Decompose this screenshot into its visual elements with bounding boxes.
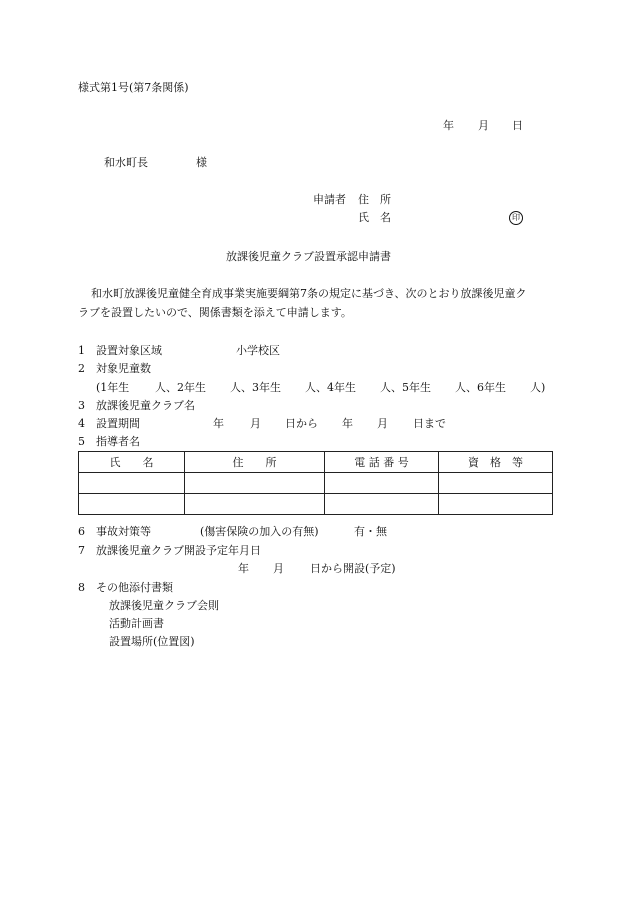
item-number: 8 <box>78 581 85 594</box>
body-line-2: ラブを設置したいので、関係書類を添えて申請します。 <box>78 306 352 319</box>
attachment-item: 放課後児童クラブ会則 <box>109 599 219 612</box>
date-month: 月 <box>478 119 489 132</box>
children-part: 人、5年生 <box>380 381 431 394</box>
item-label: 対象児童数 <box>96 362 151 375</box>
target-area-value: 小学校区 <box>236 344 280 357</box>
item-number: 4 <box>78 417 85 430</box>
opening-year: 年 <box>238 562 249 575</box>
item-label: 指導者名 <box>96 435 140 448</box>
seal-icon: 印 <box>509 211 523 225</box>
period-from-year: 年 <box>213 417 224 430</box>
insurance-note: (傷害保険の加入の有無) <box>200 525 319 538</box>
item-label: 設置期間 <box>96 417 140 430</box>
form-number: 様式第1号(第7条関係) <box>78 81 189 94</box>
column-header-phone: 電 話 番 号 <box>325 452 439 473</box>
children-part: 人、6年生 <box>455 381 506 394</box>
addressee-honorific: 様 <box>196 156 207 169</box>
item-number: 5 <box>78 435 85 448</box>
table-cell[interactable] <box>79 473 185 494</box>
item-label: 設置対象区域 <box>96 344 162 357</box>
date-year: 年 <box>443 119 454 132</box>
table-cell[interactable] <box>325 494 439 515</box>
item-label: その他添付書類 <box>96 581 173 594</box>
insurance-choice[interactable]: 有・無 <box>354 525 387 538</box>
item-number: 3 <box>78 399 85 412</box>
attachment-item: 設置場所(位置図) <box>109 635 195 648</box>
table-cell[interactable] <box>439 473 553 494</box>
table-cell[interactable] <box>185 473 325 494</box>
leaders-table <box>78 451 553 515</box>
column-header-qualification: 資 格 等 <box>439 452 553 473</box>
item-label: 事故対策等 <box>96 525 151 538</box>
table-cell[interactable] <box>185 494 325 515</box>
children-part: 人、3年生 <box>230 381 281 394</box>
item-label: 放課後児童クラブ開設予定年月日 <box>96 544 261 557</box>
addressee-name: 和水町長 <box>104 156 148 169</box>
table-header-row <box>79 452 553 473</box>
column-header-address: 住 所 <box>185 452 325 473</box>
opening-suffix: 日から開設(予定) <box>310 562 396 575</box>
period-to-day: 日まで <box>413 417 446 430</box>
body-line-1: 和水町放課後児童健全育成事業実施要綱第7条の規定に基づき、次のとおり放課後児童ク <box>91 287 527 300</box>
date-day: 日 <box>512 119 523 132</box>
table-cell[interactable] <box>439 494 553 515</box>
children-open: (1年生 <box>96 381 130 394</box>
column-header-name: 氏 名 <box>79 452 185 473</box>
applicant-address-label: 住 所 <box>358 193 391 206</box>
table-cell[interactable] <box>325 473 439 494</box>
table-cell[interactable] <box>79 494 185 515</box>
item-number: 2 <box>78 362 85 375</box>
table-row <box>79 473 553 494</box>
children-close: 人) <box>530 381 546 394</box>
period-to-year: 年 <box>342 417 353 430</box>
attachment-item: 活動計画書 <box>109 617 164 630</box>
seal-mark <box>509 211 523 225</box>
item-number: 1 <box>78 344 85 357</box>
document-title: 放課後児童クラブ設置承認申請書 <box>226 250 391 263</box>
applicant-name-label: 氏 名 <box>358 211 391 224</box>
item-number: 7 <box>78 544 85 557</box>
children-part: 人、2年生 <box>155 381 206 394</box>
period-from-day: 日から <box>285 417 318 430</box>
applicant-label: 申請者 <box>313 193 346 206</box>
table-row <box>79 494 553 515</box>
opening-month: 月 <box>273 562 284 575</box>
item-label: 放課後児童クラブ名 <box>96 399 195 412</box>
period-to-month: 月 <box>377 417 388 430</box>
item-number: 6 <box>78 525 85 538</box>
period-from-month: 月 <box>250 417 261 430</box>
children-part: 人、4年生 <box>305 381 356 394</box>
